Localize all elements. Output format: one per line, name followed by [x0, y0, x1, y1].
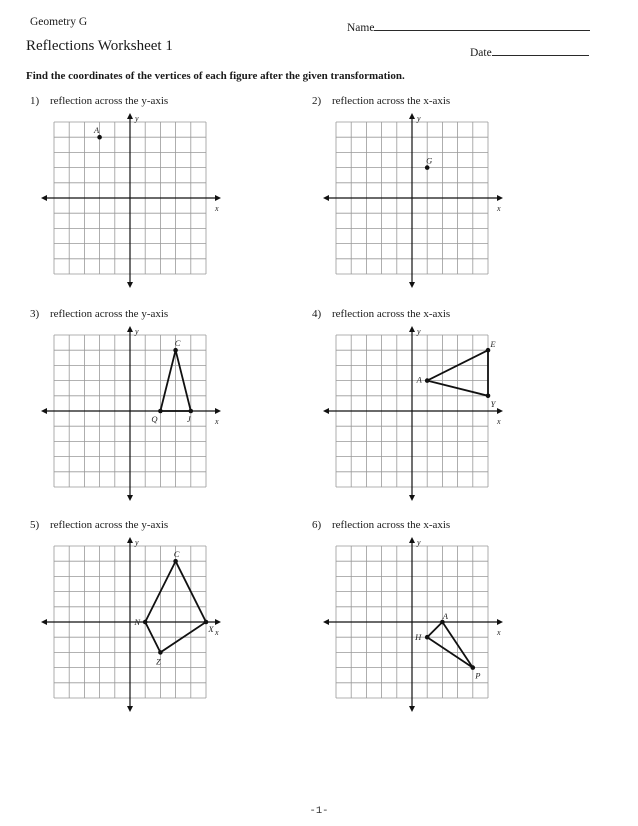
coordinate-grid [322, 113, 522, 300]
vertex-point [143, 620, 148, 625]
x-axis-label: x [497, 628, 501, 637]
axis-arrowhead [409, 537, 415, 543]
vertex-point [425, 165, 430, 170]
problem-heading [30, 95, 325, 111]
vertex-label: E [490, 339, 496, 350]
axis-arrowhead [215, 408, 221, 414]
axis-arrowhead [127, 113, 133, 119]
x-axis-label: x [497, 417, 501, 426]
problem-number: 5) [30, 519, 40, 531]
vertex-label: C [173, 549, 180, 560]
coordinate-grid [40, 537, 240, 724]
axis-arrowhead [41, 619, 47, 625]
problem-heading [30, 519, 325, 535]
axis-arrowhead [323, 195, 329, 201]
y-axis-label: y [135, 114, 139, 123]
axis-arrowhead [41, 408, 47, 414]
worksheet-instructions: Find the coordinates of the vertices of each figure after the given transformation. [26, 70, 405, 82]
name-blank-line [374, 18, 590, 31]
vertex-label: A [442, 611, 449, 621]
axis-arrowhead [497, 619, 503, 625]
vertex-label: Q [151, 414, 158, 424]
vertex-label: X [208, 624, 214, 634]
problem-heading [312, 308, 607, 324]
problem-number: 3) [30, 308, 40, 320]
x-axis-label: x [497, 204, 501, 213]
vertex-point [425, 378, 430, 383]
coordinate-grid [40, 326, 240, 513]
vertex-point [158, 409, 163, 414]
axis-arrowhead [127, 282, 133, 288]
problem-2 [312, 95, 607, 300]
vertex-label: H [415, 632, 422, 643]
problem-number: 4) [312, 308, 322, 320]
y-axis-label: y [135, 327, 139, 336]
vertex-point [158, 650, 163, 655]
date-row [470, 43, 589, 59]
axis-arrowhead [127, 495, 133, 501]
axis-arrowhead [409, 706, 415, 712]
vertex-label: N [134, 617, 141, 627]
problem-4 [312, 308, 607, 513]
axis-arrowhead [497, 195, 503, 201]
name-row [347, 18, 590, 34]
name-label: Name [347, 22, 375, 34]
problem-heading [30, 308, 325, 324]
problem-instruction: reflection across the x-axis [332, 308, 451, 320]
axis-arrowhead [409, 113, 415, 119]
problem-instruction: reflection across the y-axis [50, 95, 169, 107]
axis-arrowhead [127, 537, 133, 543]
problem-number: 2) [312, 95, 322, 107]
problem-number: 6) [312, 519, 322, 531]
y-axis-label: y [417, 538, 421, 547]
course-label: Geometry G [30, 16, 88, 28]
y-axis-label: y [417, 327, 421, 336]
y-axis-label: y [417, 114, 421, 123]
problem-1 [30, 95, 325, 300]
figure-outline [427, 622, 473, 668]
date-blank-line [492, 43, 589, 56]
axis-arrowhead [497, 408, 503, 414]
coordinate-grid [40, 113, 240, 300]
axis-arrowhead [127, 326, 133, 332]
vertex-label: C [174, 338, 181, 349]
axis-arrowhead [127, 706, 133, 712]
vertex-label: Z [156, 656, 161, 667]
vertex-point [189, 409, 194, 414]
problem-3 [30, 308, 325, 513]
vertex-label: J [186, 414, 191, 424]
x-axis-label: x [215, 204, 219, 213]
problem-instruction: reflection across the y-axis [50, 308, 169, 320]
problem-instruction: reflection across the x-axis [332, 519, 451, 531]
vertex-label: A [416, 374, 422, 385]
axis-arrowhead [409, 495, 415, 501]
problem-5 [30, 519, 325, 724]
vertex-point [97, 135, 102, 140]
axis-arrowhead [409, 282, 415, 288]
problem-instruction: reflection across the x-axis [332, 95, 451, 107]
vertex-point [471, 665, 476, 670]
vertex-label: A [93, 125, 100, 136]
axis-arrowhead [323, 408, 329, 414]
vertex-label: Y [490, 398, 496, 409]
problem-number: 1) [30, 95, 40, 107]
axis-arrowhead [215, 195, 221, 201]
page-title: Reflections Worksheet 1 [26, 38, 173, 54]
vertex-label: P [475, 670, 481, 681]
axis-arrowhead [215, 619, 221, 625]
axis-arrowhead [409, 326, 415, 332]
date-label: Date [470, 47, 492, 59]
vertex-label: G [426, 155, 433, 166]
problem-instruction: reflection across the y-axis [50, 519, 169, 531]
problem-heading [312, 519, 607, 535]
page-number: -1- [309, 805, 329, 817]
axis-arrowhead [41, 195, 47, 201]
coordinate-grid [322, 326, 522, 513]
vertex-point [425, 635, 430, 640]
vertex-point [486, 394, 491, 399]
problem-heading [312, 95, 607, 111]
x-axis-label: x [215, 628, 219, 637]
x-axis-label: x [215, 417, 219, 426]
y-axis-label: y [135, 538, 139, 547]
coordinate-grid [322, 537, 522, 724]
axis-arrowhead [323, 619, 329, 625]
vertex-point [173, 348, 178, 353]
vertex-point [173, 559, 178, 564]
problem-6 [312, 519, 607, 724]
